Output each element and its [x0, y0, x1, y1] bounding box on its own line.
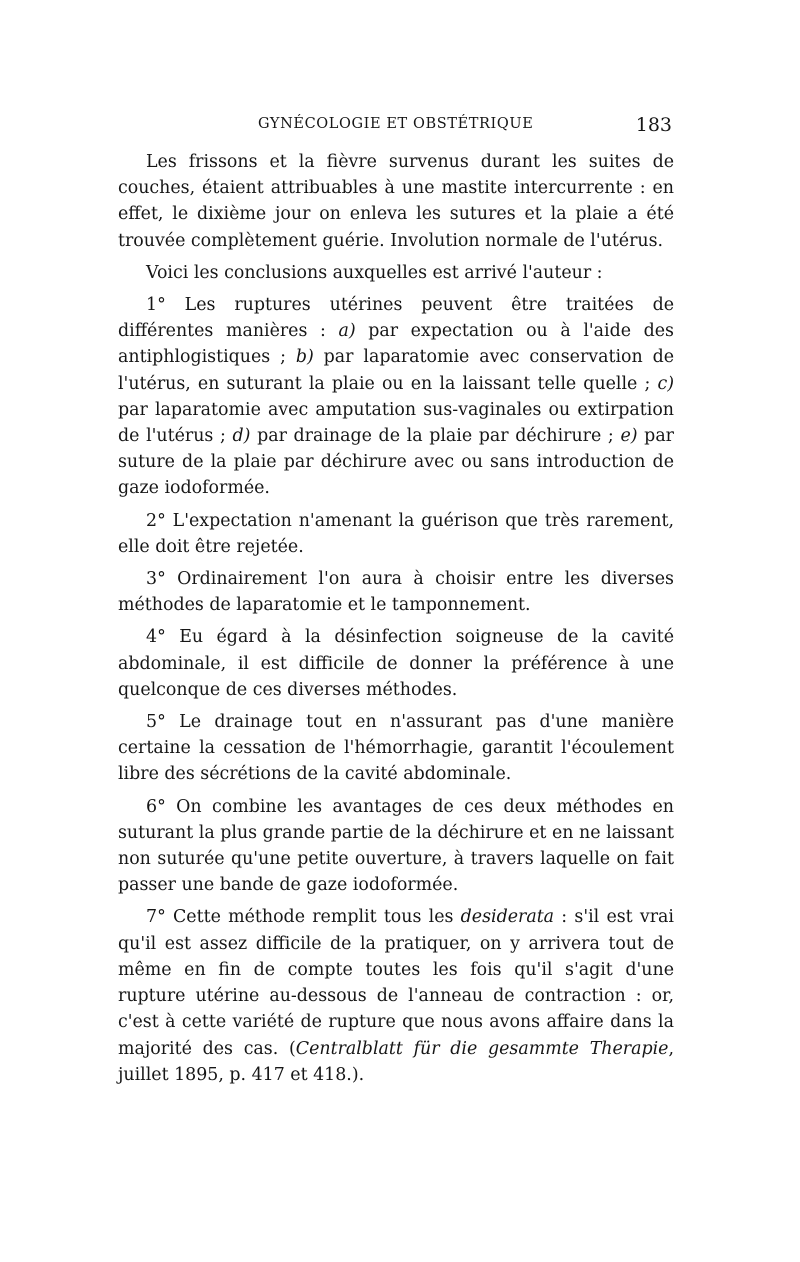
paragraph-conclusion-5: 5° Le drainage tout en n'assurant pas d'une manière certaine la cessation de l'hémorrhagie, garantit l'écoulement libre des sécrétions de la cavité abdominale. — [118, 712, 674, 785]
paragraph-conclusions-intro: Voici les conclusions auxquelles est arrivé l'auteur : — [146, 262, 603, 283]
text-run: par suture de la plaie par déchirure avec ou sans introduction de gaze iodoformée. — [118, 426, 674, 499]
paragraph-conclusion-3: 3° Ordinairement l'on aura à choisir entre les diverses méthodes de laparatomie et le tamponnement. — [118, 569, 674, 616]
page-number: 183 — [635, 114, 672, 136]
paragraph-conclusion-7 — [118, 904, 674, 1087]
text-run: par expectation ou à l'aide des antiphlogistiques ; — [118, 321, 674, 368]
text-run: , juillet 1895, p. 417 et 418.). — [118, 1038, 674, 1085]
text-run: par drainage de la plaie par déchirure ; — [250, 426, 621, 447]
text-run: 7° Cette méthode remplit tous les — [146, 907, 461, 928]
paragraph-frissons: Les frissons et la fièvre survenus durant les suites de couches, étaient attribuables à une mastite intercurrente : en effet, le dixième jour on enleva les sutures et la plaie a été trouvée complètement guérie. Involution normale de l'utérus. — [118, 152, 674, 251]
body-text — [118, 149, 674, 1088]
text-run: 1° Les ruptures utérines peuvent être traitées de différentes manières : — [118, 295, 674, 342]
running-head: GYNÉCOLOGIE ET OBSTÉTRIQUE — [258, 116, 534, 132]
page-header — [120, 114, 680, 142]
paragraph-conclusion-4: 4° Eu égard à la désinfection soigneuse de la cavité abdominale, il est difficile de donner la préférence à une quelconque de ces diverses méthodes. — [118, 627, 674, 700]
list-label-b: b) — [295, 347, 314, 368]
citation-journal: Centralblatt für die gesammte Therapie — [295, 1038, 669, 1059]
paragraph-conclusion-2: 2° L'expectation n'amenant la guérison que très rarement, elle doit être rejetée. — [118, 510, 674, 557]
text-run: : s'il est vrai qu'il est assez difficile de la pratiquer, on y arrivera tout de même en fin de compte toutes les fois qu'il s'agit d'une rupture utérine au-dessous de l'anneau de contraction : or, c'est à cette variété de rupture que nous avons affaire dans la majorité des cas. ( — [118, 907, 674, 1059]
paragraph-conclusion-1 — [118, 292, 674, 502]
list-label-e: e) — [620, 426, 638, 447]
text-run: par laparatomie avec conservation de l'utérus, en suturant la plaie ou en la laissant telle quelle ; — [118, 347, 674, 394]
list-label-d: d) — [232, 426, 251, 447]
text-run: par laparatomie avec amputation sus-vaginales ou extirpation de l'utérus ; — [118, 399, 674, 447]
italic-desiderata: desiderata — [460, 907, 555, 928]
list-label-c: c) — [657, 373, 674, 394]
list-label-a: a) — [338, 321, 356, 342]
paragraph-conclusion-6: 6° On combine les avantages de ces deux méthodes en suturant la plus grande partie de la déchirure et en ne laissant non suturée qu'une petite ouverture, à travers laquelle on fait passer une bande de gaze iodoformée. — [118, 796, 674, 896]
